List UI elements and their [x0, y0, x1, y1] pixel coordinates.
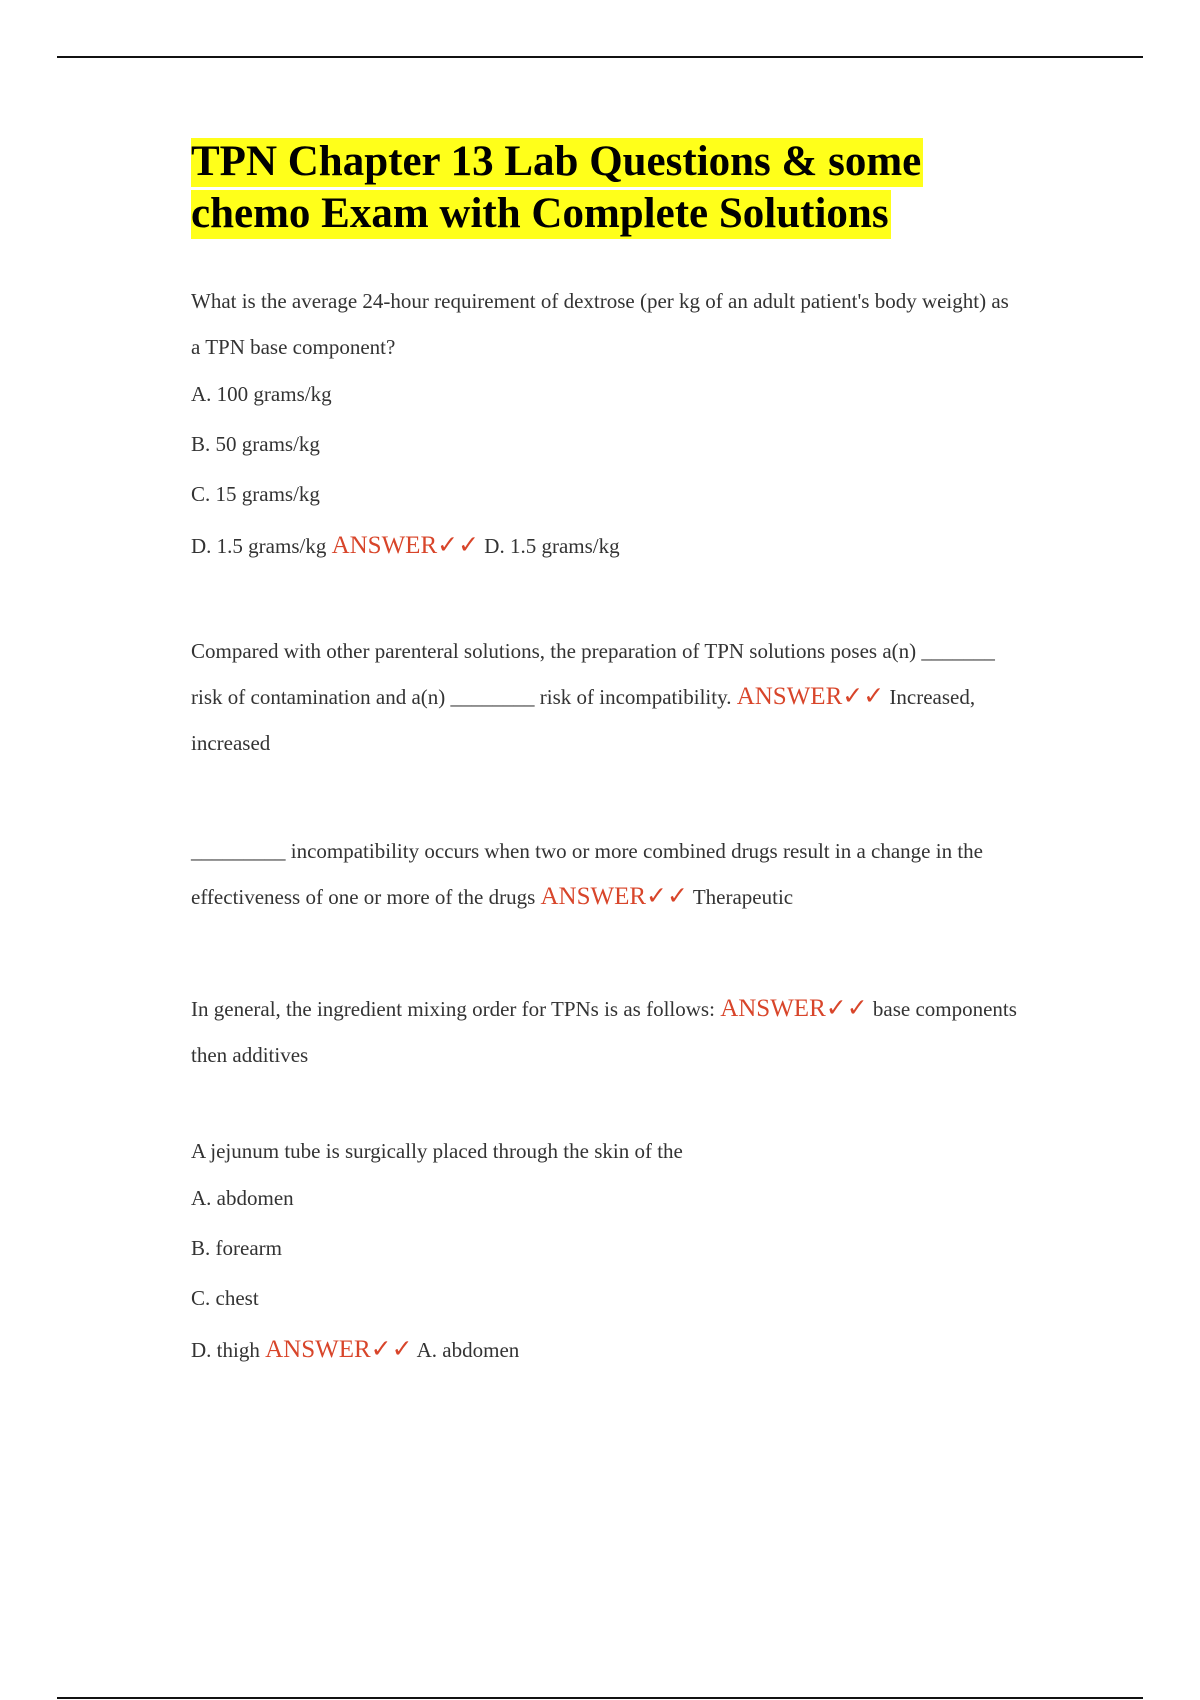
title-line-1: TPN Chapter 13 Lab Questions & some: [191, 138, 922, 185]
question-4-block: [191, 986, 1021, 1078]
title-line-2: chemo Exam with Complete Solutions: [191, 190, 889, 237]
question-2-block: [191, 628, 1021, 766]
top-rule: [57, 56, 1143, 58]
document-body: [191, 136, 1021, 1376]
question-1-option-c: C. 15 grams/kg: [191, 482, 320, 506]
answer-marker: ANSWER✓✓: [736, 683, 885, 710]
question-1-option-d-text: D. 1.5 grams/kg: [191, 534, 327, 558]
question-5-option-c: C. chest: [191, 1286, 259, 1310]
question-1-option-b: B. 50 grams/kg: [191, 432, 320, 456]
question-4-answer: base components then additives: [191, 997, 1017, 1067]
document-title: [191, 136, 1021, 240]
question-1-option-d: [191, 520, 1021, 572]
question-1-option-a: A. 100 grams/kg: [191, 382, 332, 406]
question-2: [191, 628, 1021, 766]
question-5-answer: A. abdomen: [416, 1338, 520, 1362]
bottom-rule: [57, 1697, 1143, 1699]
question-5-text: A jejunum tube is surgically placed through the skin of the: [191, 1139, 683, 1163]
question-2-text: Compared with other parenteral solutions, the preparation of TPN solutions poses a(n) _______ risk of contamination and a(n) ________ risk of incompatibility.: [191, 639, 995, 709]
question-1-text: What is the average 24-hour requirement of dextrose (per kg of an adult patient's body weight) as a TPN base component?: [191, 289, 1009, 359]
question-3: [191, 828, 1021, 920]
question-1-answer: D. 1.5 grams/kg: [484, 534, 620, 558]
question-1: [191, 278, 1021, 572]
answer-marker: ANSWER✓✓: [265, 1336, 413, 1363]
question-2-answer: Increased, increased: [191, 685, 976, 755]
answer-marker: ANSWER✓✓: [540, 883, 688, 910]
question-5-option-a: A. abdomen: [191, 1186, 294, 1210]
question-4: [191, 986, 1021, 1078]
question-5: [191, 1128, 1021, 1376]
question-5-option-d-text: D. thigh: [191, 1338, 260, 1362]
question-3-text: _________ incompatibility occurs when two or more combined drugs result in a change in the effectiveness of one or more of the drugs: [191, 839, 983, 909]
answer-marker: ANSWER✓✓: [331, 532, 480, 559]
answer-marker: ANSWER✓✓: [720, 995, 868, 1022]
question-5-option-b: B. forearm: [191, 1236, 282, 1260]
question-5-option-d: [191, 1324, 1021, 1376]
question-4-text: In general, the ingredient mixing order for TPNs is as follows:: [191, 997, 715, 1021]
question-3-answer: Therapeutic: [692, 885, 794, 909]
question-3-block: [191, 828, 1021, 920]
